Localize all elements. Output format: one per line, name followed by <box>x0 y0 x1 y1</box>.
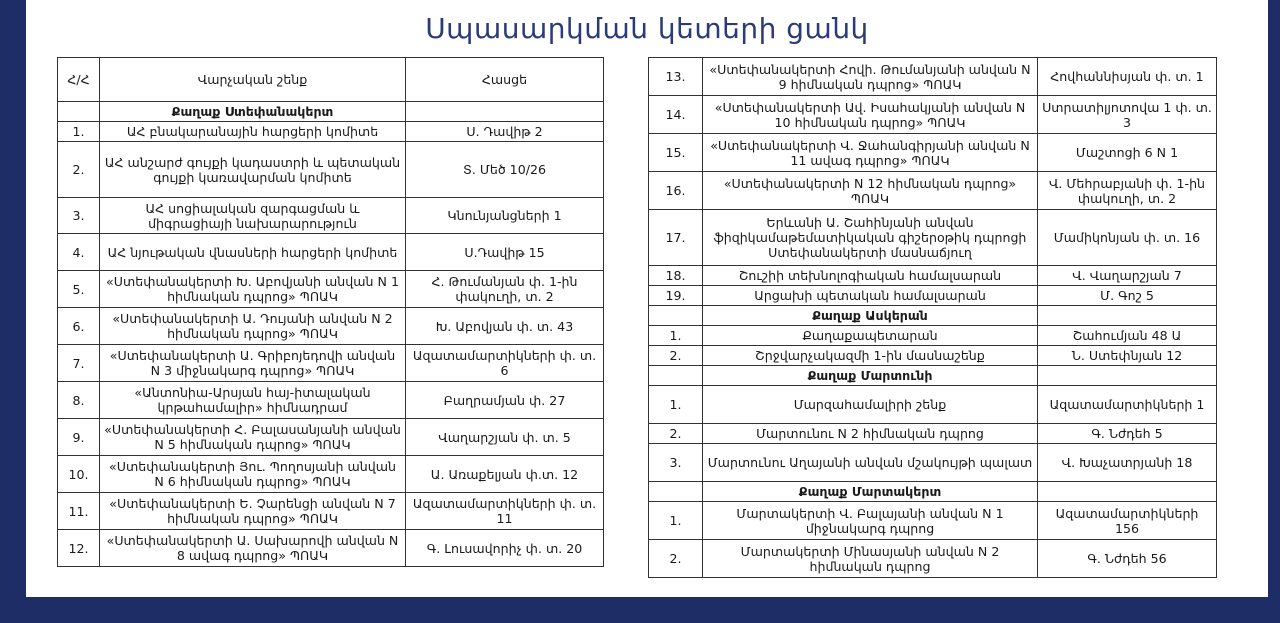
address: Վ. Մեհրաբյանի փ. 1-ին փակուղի, տ. 2 <box>1038 172 1217 210</box>
address: Ստրատիլյոտովա 1 փ. տ. 3 <box>1038 96 1217 134</box>
address: Գ. Նժդեհ 56 <box>1038 540 1217 578</box>
address: Բաղրամյան փ. 27 <box>406 382 604 419</box>
header-num: Հ/Հ <box>58 58 100 102</box>
building-name: «Անտոնիա-Արսյան հայ-իտալական կրթահամալիր» հիմնադրամ <box>100 382 406 419</box>
empty-cell <box>649 482 703 502</box>
section-row-stepanakert <box>58 102 604 122</box>
address: Ազատամարտիկների 1 <box>1038 386 1217 424</box>
address: Մաշտոցի 6 N 1 <box>1038 134 1217 172</box>
building-name: Քաղաքապետարան <box>703 326 1038 346</box>
row-number: 1. <box>58 122 100 142</box>
building-name: ԱՀ բնակարանային հարցերի կոմիտե <box>100 122 406 142</box>
building-name: Արցախի պետական համալսարան <box>703 286 1038 306</box>
table-row <box>58 382 604 419</box>
table-row <box>58 345 604 382</box>
row-number: 6. <box>58 308 100 345</box>
row-number: 11. <box>58 493 100 530</box>
section-row-martakert <box>649 482 1217 502</box>
address: Վ. Վաղարշյան 7 <box>1038 266 1217 286</box>
table-row <box>649 502 1217 540</box>
table-row <box>649 326 1217 346</box>
empty-cell <box>1038 366 1217 386</box>
table-row <box>649 134 1217 172</box>
building-name: Մարտունու N 2 հիմնական դպրոց <box>703 424 1038 444</box>
address: Գ. Լուսավորիչ փ. տ. 20 <box>406 530 604 567</box>
building-name: «Ստեփանակերտի Հովի. Թումանյանի անվան N 9 հիմնական դպրոց» ՊՈԱԿ <box>703 58 1038 96</box>
row-number: 13. <box>649 58 703 96</box>
building-name: «Ստեփանակերտի Ե. Չարենցի անվան N 7 հիմնական դպրոց» ՊՈԱԿ <box>100 493 406 530</box>
table-row <box>58 419 604 456</box>
table-row <box>58 308 604 345</box>
address: Ազատամարտիկների 156 <box>1038 502 1217 540</box>
address: Շահումյան 48 Ա <box>1038 326 1217 346</box>
row-number: 1. <box>649 502 703 540</box>
building-name: Երևանի Ա. Շահինյանի անվան ֆիզիկամաթեմատիկական գիշերօթիկ դպրոցի Ստեփանակերտի մասնաճյուղ <box>703 210 1038 266</box>
row-number: 2. <box>58 142 100 198</box>
address: Վ. Խաչատրյանի 18 <box>1038 444 1217 482</box>
empty-cell <box>649 366 703 386</box>
table-row <box>58 198 604 234</box>
section-title: Քաղաք Մարտակերտ <box>703 482 1038 502</box>
table-row <box>649 266 1217 286</box>
address: Ն. Ստեփնյան 12 <box>1038 346 1217 366</box>
empty-cell <box>1038 306 1217 326</box>
row-number: 2. <box>649 346 703 366</box>
building-name: ԱՀ անշարժ գույքի կադաստրի և պետական գույքի կառավարման կոմիտե <box>100 142 406 198</box>
address: Ա. Առաքելյան փ.տ. 12 <box>406 456 604 493</box>
page-title: Սպասարկման կետերի ցանկ <box>425 12 869 45</box>
address: Հ. Թումանյան փ. 1-ին փակուղի, տ. 2 <box>406 271 604 308</box>
building-name: Մարտունու Աղայանի անվան մշակույթի պալատ <box>703 444 1038 482</box>
row-number: 18. <box>649 266 703 286</box>
row-number: 2. <box>649 540 703 578</box>
table-row <box>649 58 1217 96</box>
table-row <box>58 456 604 493</box>
building-name: «Ստեփանակերտի Ա. Սախարովի անվան N 8 ավագ դպրոց» ՊՈԱԿ <box>100 530 406 567</box>
building-name: «Ստեփանակերտի Ավ. Իսահակյանի անվան N 10 հիմնական դպրոց» ՊՈԱԿ <box>703 96 1038 134</box>
address: Գ. Նժդեհ 5 <box>1038 424 1217 444</box>
row-number: 1. <box>649 326 703 346</box>
service-points-table-right <box>648 57 1217 578</box>
address: Հովհաննիսյան փ. տ. 1 <box>1038 58 1217 96</box>
building-name: «Ստեփանակերտի Յու. Պողոսյանի անվան N 6 հիմնական դպրոց» ՊՈԱԿ <box>100 456 406 493</box>
table-row <box>649 346 1217 366</box>
row-number: 5. <box>58 271 100 308</box>
address: Տ. Մեծ 10/26 <box>406 142 604 198</box>
address: Կնունյանցների 1 <box>406 198 604 234</box>
address: Ազատամարտիկների փ. տ. 11 <box>406 493 604 530</box>
building-name: ԱՀ սոցիալական զարգացման և միգրացիայի նախարարություն <box>100 198 406 234</box>
empty-cell <box>1038 482 1217 502</box>
address: Ազատամարտիկների փ. տ. 6 <box>406 345 604 382</box>
address: Ս.Դավիթ 15 <box>406 234 604 271</box>
service-points-table-left <box>57 57 604 567</box>
header-address: Հասցե <box>406 58 604 102</box>
address: Ս. Դավիթ 2 <box>406 122 604 142</box>
row-number: 9. <box>58 419 100 456</box>
building-name: «Ստեփանակերտի Հ. Բալասանյանի անվան N 5 հիմնական դպրոց» ՊՈԱԿ <box>100 419 406 456</box>
row-number: 3. <box>649 444 703 482</box>
row-number: 10. <box>58 456 100 493</box>
row-number: 14. <box>649 96 703 134</box>
table-row <box>649 286 1217 306</box>
row-number: 3. <box>58 198 100 234</box>
address: Վաղարշյան փ. տ. 5 <box>406 419 604 456</box>
table-row <box>58 234 604 271</box>
table-row <box>58 142 604 198</box>
table-header-row <box>58 58 604 102</box>
address: Մ. Գոշ 5 <box>1038 286 1217 306</box>
table-row <box>58 271 604 308</box>
building-name: Շուշիի տեխնոլոգիական համալսարան <box>703 266 1038 286</box>
building-name: Մարտակերտի Մինասյանի անվան N 2 հիմնական դպրոց <box>703 540 1038 578</box>
building-name: «Ստեփանակերտի Ա. Գրիբոյեդովի անվան N 3 միջնակարգ դպրոց» ՊՈԱԿ <box>100 345 406 382</box>
building-name: «Ստեփանակերտի Վ. Ջահանգիրյանի անվան N 11 ավագ դպրոց» ՊՈԱԿ <box>703 134 1038 172</box>
table-row <box>58 493 604 530</box>
address: Խ. Աբովյան փ. տ. 43 <box>406 308 604 345</box>
building-name: ԱՀ նյութական վնասների հարցերի կոմիտե <box>100 234 406 271</box>
header-building: Վարչական շենք <box>100 58 406 102</box>
row-number: 7. <box>58 345 100 382</box>
building-name: «Ստեփանակերտի Ա. Դույանի անվան N 2 հիմնական դպրոց» ՊՈԱԿ <box>100 308 406 345</box>
table-row <box>649 96 1217 134</box>
building-name: «Ստեփանակերտի Խ. Աբովյանի անվան N 1 հիմնական դպրոց» ՊՈԱԿ <box>100 271 406 308</box>
table-row <box>649 386 1217 424</box>
row-number: 4. <box>58 234 100 271</box>
table-row <box>649 424 1217 444</box>
building-name: Շրջվարչակազմի 1-ին մասնաշենք <box>703 346 1038 366</box>
section-title: Քաղաք Մարտունի <box>703 366 1038 386</box>
section-title: Քաղաք Ստեփանակերտ <box>100 102 406 122</box>
building-name: Մարտակերտի Վ. Բալայանի անվան N 1 միջնակարգ դպրոց <box>703 502 1038 540</box>
table-row <box>649 210 1217 266</box>
row-number: 17. <box>649 210 703 266</box>
row-number: 12. <box>58 530 100 567</box>
table-row <box>649 444 1217 482</box>
row-number: 1. <box>649 386 703 424</box>
table-row <box>649 172 1217 210</box>
row-number: 15. <box>649 134 703 172</box>
row-number: 8. <box>58 382 100 419</box>
section-row-martuni <box>649 366 1217 386</box>
section-title: Քաղաք Ասկերան <box>703 306 1038 326</box>
building-name: «Ստեփանակերտի N 12 հիմնական դպրոց» ՊՈԱԿ <box>703 172 1038 210</box>
table-row <box>58 122 604 142</box>
row-number: 2. <box>649 424 703 444</box>
section-row-askeran <box>649 306 1217 326</box>
row-number: 19. <box>649 286 703 306</box>
address: Մամիկոնյան փ. տ. 16 <box>1038 210 1217 266</box>
row-number: 16. <box>649 172 703 210</box>
table-row <box>58 530 604 567</box>
empty-cell <box>649 306 703 326</box>
table-row <box>649 540 1217 578</box>
building-name: Մարզահամալիրի շենք <box>703 386 1038 424</box>
